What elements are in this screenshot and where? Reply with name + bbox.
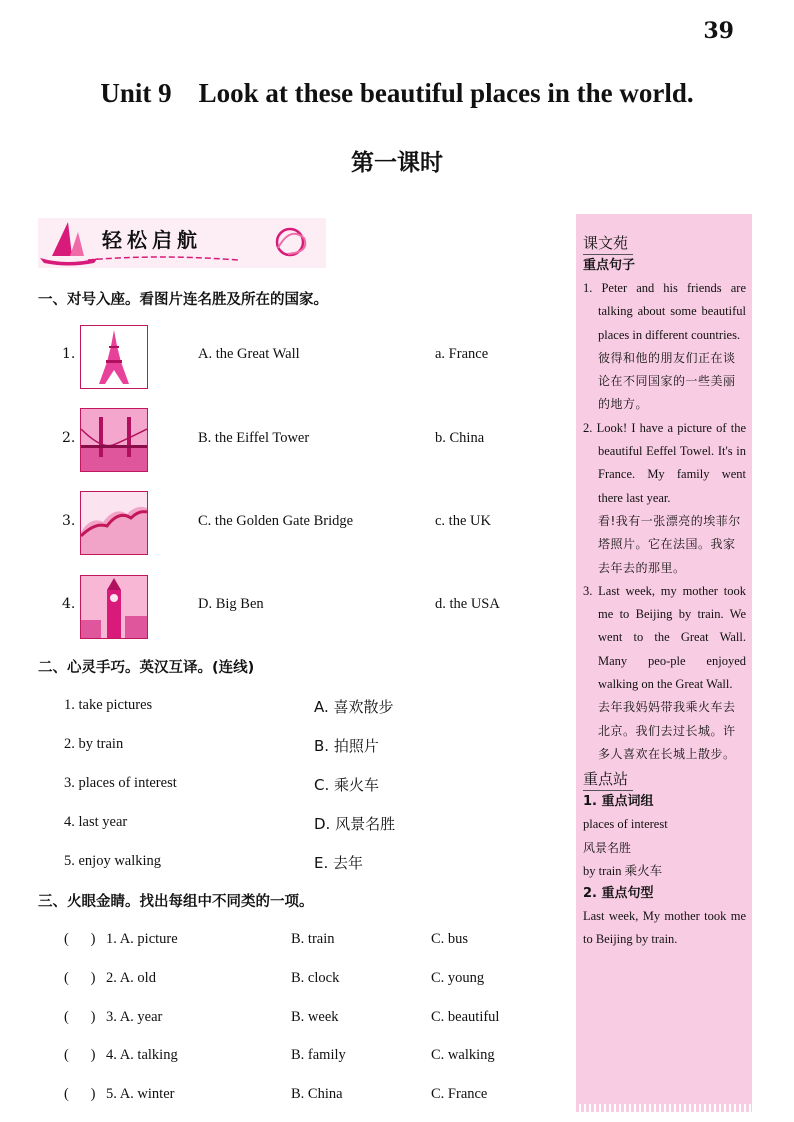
key-phrase-zh: 风景名胜 <box>583 840 632 855</box>
big-ben-photo <box>80 575 148 639</box>
option-b: B. clock <box>291 970 340 986</box>
page-number: 39 <box>703 18 734 44</box>
notes-sidebar <box>576 214 752 1108</box>
sidebar-subheading: 2. 重点句型 <box>583 886 654 902</box>
row-number: 3. <box>62 513 76 529</box>
key-phrase: places of interest <box>583 817 668 832</box>
sidebar-sentence-en: 3. Last week, my mother took me to Beijing by train. We went to the Great Wall. Many peo-ple enjoyed walking on the Great Wall. <box>583 583 746 692</box>
option-a: 3. A. year <box>106 1009 163 1025</box>
section3-heading: 三、火眼金睛。找出每组中不同类的一项。 <box>38 894 314 910</box>
page-title: Unit 9 Look at these beautiful places in the world. <box>100 78 694 108</box>
key-phrase: by train 乘火车 <box>583 863 663 878</box>
place-option: C. the Golden Gate Bridge <box>198 513 354 529</box>
option-a: 4. A. talking <box>106 1047 178 1063</box>
option-b: B. China <box>291 1086 343 1102</box>
lesson-subtitle: 第一课时 <box>351 150 443 176</box>
answer-blank[interactable]: ( ) <box>64 1009 96 1025</box>
sidebar-sentence-en: 2. Look! I have a picture of the beautiful Eeffel Towel. It's in France. My family went there last year. <box>583 420 746 505</box>
option-a: 5. A. winter <box>106 1086 175 1102</box>
english-phrase: 3. places of interest <box>64 775 177 791</box>
great-wall-photo <box>80 491 148 555</box>
sidebar-subheading: 1. 重点词组 <box>583 794 654 810</box>
option-c: C. beautiful <box>431 1009 500 1025</box>
eiffel-tower-photo <box>80 325 148 389</box>
option-c: C. bus <box>431 931 469 947</box>
option-b: B. week <box>291 1009 339 1025</box>
place-option: A. the Great Wall <box>198 346 300 362</box>
option-c: C. young <box>431 970 485 986</box>
country-option: d. the USA <box>435 596 500 612</box>
english-phrase: 5. enjoy walking <box>64 853 162 869</box>
sidebar-sentence-en: 1. Peter and his friends are talking about some beautiful places in different countries. <box>583 281 746 342</box>
sidebar-sentence-zh: 去年我妈妈带我乘火车去北京。我们去过长城。许多人喜欢在长城上散步。 <box>598 700 736 761</box>
option-a: 1. A. picture <box>106 931 178 947</box>
place-option: D. Big Ben <box>198 596 264 612</box>
section-banner-title: 轻松启航 <box>102 228 202 252</box>
country-option: a. France <box>435 346 489 362</box>
answer-blank[interactable]: ( ) <box>64 970 96 986</box>
english-phrase: 4. last year <box>64 814 128 830</box>
chinese-phrase: B. 拍照片 <box>314 737 379 755</box>
section1-heading: 一、对号入座。看图片连名胜及所在的国家。 <box>38 292 328 308</box>
sidebar-sentence-zh: 彼得和他的朋友们正在谈论在不同国家的一些美丽的地方。 <box>598 350 736 412</box>
answer-blank[interactable]: ( ) <box>64 931 96 947</box>
english-phrase: 2. by train <box>64 736 124 752</box>
chinese-phrase: E. 去年 <box>314 854 364 872</box>
key-sentence-pattern: Last week, My mother took me to Beijing by train. <box>583 909 746 947</box>
chinese-phrase: A. 喜欢散步 <box>314 698 394 716</box>
country-option: c. the UK <box>435 513 491 529</box>
sidebar-sentence-zh: 看!我有一张漂亮的埃菲尔塔照片。它在法国。我家去年去的那里。 <box>598 513 741 575</box>
place-option: B. the Eiffel Tower <box>198 430 310 446</box>
answer-blank[interactable]: ( ) <box>64 1047 96 1063</box>
option-a: 2. A. old <box>106 970 156 986</box>
option-c: C. France <box>431 1086 488 1102</box>
answer-blank[interactable]: ( ) <box>64 1086 96 1102</box>
row-number: 4. <box>62 596 76 612</box>
row-number: 2. <box>62 430 76 446</box>
sidebar-heading: 重点站 <box>583 768 633 791</box>
sidebar-subheading: 重点句子 <box>583 258 636 273</box>
chinese-phrase: C. 乘火车 <box>314 776 380 794</box>
chinese-phrase: D. 风景名胜 <box>314 815 396 833</box>
option-b: B. family <box>291 1047 346 1063</box>
option-b: B. train <box>291 931 335 947</box>
option-c: C. walking <box>431 1047 495 1063</box>
section2-heading: 二、心灵手巧。英汉互译。(连线) <box>38 660 255 676</box>
country-option: b. China <box>435 430 485 446</box>
row-number: 1. <box>62 346 76 362</box>
golden-gate-bridge-photo <box>80 408 148 472</box>
sidebar-heading: 课文苑 <box>583 232 633 255</box>
english-phrase: 1. take pictures <box>64 697 153 713</box>
